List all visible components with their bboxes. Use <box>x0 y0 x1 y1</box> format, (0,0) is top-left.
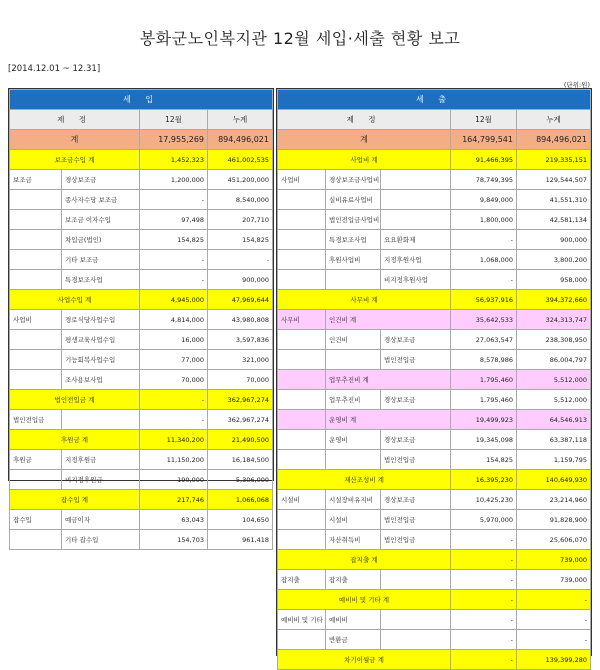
table-row <box>10 290 273 310</box>
month-amount: 1,452,323 <box>140 150 208 170</box>
month-amount: 1,795,460 <box>451 370 517 390</box>
cumulative-amount: 86,004,797 <box>517 350 591 370</box>
month-amount: 1,068,000 <box>451 250 517 270</box>
item-cell: 비지정후원금 <box>62 470 140 490</box>
cumulative-amount: 394,372,660 <box>517 290 591 310</box>
col-category: 제 정 <box>10 110 140 130</box>
month-amount: 35,642,533 <box>451 310 517 330</box>
category-cell <box>278 450 326 470</box>
cumulative-amount: 47,969,644 <box>208 290 273 310</box>
table-row <box>278 210 591 230</box>
table-row <box>278 550 591 570</box>
expenditure-header: 세 출 <box>278 90 591 110</box>
category-cell <box>278 210 326 230</box>
table-row <box>278 430 591 450</box>
category-cell: 법인전입금 <box>10 410 62 430</box>
table-row <box>278 650 591 670</box>
table-row <box>278 530 591 550</box>
subcategory-cell <box>326 350 381 370</box>
revenue-total-row <box>10 130 273 150</box>
cumulative-amount: 321,000 <box>208 350 273 370</box>
month-amount: 154,825 <box>140 230 208 250</box>
item-cell <box>62 410 140 430</box>
category-cell <box>278 270 326 290</box>
item-cell: 평생교육사업수입 <box>62 330 140 350</box>
table-row <box>278 150 591 170</box>
item-cell: 법인전입금 <box>381 530 451 550</box>
month-amount: 8,578,986 <box>451 350 517 370</box>
category-cell: 후원금 <box>10 450 62 470</box>
subtotal-label: 후원금 계 <box>10 430 140 450</box>
cumulative-amount: 5,306,000 <box>208 470 273 490</box>
cumulative-amount: 41,551,310 <box>517 190 591 210</box>
table-row <box>10 410 273 430</box>
category-cell: 잡수입 <box>10 510 62 530</box>
month-amount: - <box>451 570 517 590</box>
month-amount: 91,466,395 <box>451 150 517 170</box>
subtotal-label: 보조금수입 계 <box>10 150 140 170</box>
category-cell <box>278 370 326 390</box>
category-cell <box>278 350 326 370</box>
item-cell: 보조금 이자수입 <box>62 210 140 230</box>
category-cell <box>278 390 326 410</box>
cumulative-amount: 140,649,930 <box>517 470 591 490</box>
table-row <box>278 450 591 470</box>
table-row <box>10 150 273 170</box>
item-cell: 비지정후원사업 <box>381 270 451 290</box>
item-cell: 경상보조금 <box>381 430 451 450</box>
month-amount: 97,498 <box>140 210 208 230</box>
col-category: 제 정 <box>278 110 451 130</box>
cumulative-amount: 104,650 <box>208 510 273 530</box>
month-amount: - <box>140 270 208 290</box>
subcategory-cell: 운영비 <box>326 430 381 450</box>
cumulative-amount: 1,159,795 <box>517 450 591 470</box>
table-row <box>278 310 591 330</box>
cumulative-amount: 219,335,151 <box>517 150 591 170</box>
item-cell <box>381 170 451 190</box>
month-amount: - <box>140 190 208 210</box>
cumulative-amount: - <box>517 610 591 630</box>
item-cell <box>381 190 451 210</box>
cumulative-amount: 461,002,535 <box>208 150 273 170</box>
revenue-rows <box>10 150 273 550</box>
item-cell: 경상보조금 <box>62 170 140 190</box>
month-amount: - <box>140 250 208 270</box>
month-amount: 217,746 <box>140 490 208 510</box>
subcategory-cell: 경상보조금사업비 <box>326 170 381 190</box>
revenue-column-header <box>10 110 273 130</box>
item-cell: 차입금(법인) <box>62 230 140 250</box>
cumulative-amount: 958,000 <box>517 270 591 290</box>
report-period: [2014.12.01 ~ 12.31] <box>8 64 101 74</box>
table-row <box>10 530 273 550</box>
table-row <box>278 370 591 390</box>
cumulative-amount: 3,800,200 <box>517 250 591 270</box>
item-cell: 기능회복사업수입 <box>62 350 140 370</box>
cumulative-amount: 900,000 <box>517 230 591 250</box>
total-label: 계 <box>10 130 140 150</box>
cumulative-amount: 451,200,000 <box>208 170 273 190</box>
cumulative-amount: - <box>517 630 591 650</box>
month-amount: 190,000 <box>140 470 208 490</box>
item-cell: 법인전입금 <box>381 350 451 370</box>
category-cell: 시설비 <box>278 490 326 510</box>
cumulative-amount: 63,387,118 <box>517 430 591 450</box>
cumulative-amount: 91,828,900 <box>517 510 591 530</box>
cumulative-amount: 362,967,274 <box>208 410 273 430</box>
category-cell <box>278 530 326 550</box>
cumulative-amount: 1,066,068 <box>208 490 273 510</box>
month-amount: - <box>451 230 517 250</box>
table-row <box>278 350 591 370</box>
item-cell: 종사자수당 보조금 <box>62 190 140 210</box>
month-amount: 1,800,000 <box>451 210 517 230</box>
month-amount: 4,945,000 <box>140 290 208 310</box>
total-month: 17,955,269 <box>140 130 208 150</box>
table-row <box>10 190 273 210</box>
category-cell <box>10 470 62 490</box>
unit-label: (단위:원) <box>563 81 590 89</box>
revenue-header-row <box>10 90 273 110</box>
month-amount: 4,814,000 <box>140 310 208 330</box>
month-amount: 1,200,000 <box>140 170 208 190</box>
item-cell <box>381 570 451 590</box>
category-cell <box>10 330 62 350</box>
table-row <box>10 490 273 510</box>
month-amount: - <box>451 610 517 630</box>
table-row <box>10 390 273 410</box>
subcategory-cell: 잡지출 <box>326 570 381 590</box>
cumulative-amount: 207,710 <box>208 210 273 230</box>
subcategory-cell <box>326 450 381 470</box>
month-amount: - <box>451 590 517 610</box>
subtotal-label: 사무비 계 <box>278 290 451 310</box>
total-cumulative: 894,496,021 <box>208 130 273 150</box>
month-amount: 9,849,000 <box>451 190 517 210</box>
subtotal-label: 차기이월금 계 <box>278 650 451 670</box>
month-amount: 16,395,230 <box>451 470 517 490</box>
cumulative-amount: - <box>208 250 273 270</box>
month-amount: - <box>451 530 517 550</box>
month-amount: - <box>451 550 517 570</box>
subcategory-cell: 후원사업비 <box>326 250 381 270</box>
subcategory-cell: 업무추진비 <box>326 390 381 410</box>
table-row <box>278 470 591 490</box>
table-row <box>278 570 591 590</box>
expenditure-table <box>277 89 591 670</box>
col-month: 12월 <box>140 110 208 130</box>
item-cell: 특경보조사업 <box>62 270 140 290</box>
category-cell <box>278 330 326 350</box>
item-cell: 지정후원금 <box>62 450 140 470</box>
subcategory-cell: 인건비 <box>326 330 381 350</box>
cumulative-amount: 70,000 <box>208 370 273 390</box>
revenue-table <box>9 89 273 550</box>
subcategory-cell: 자산취득비 <box>326 530 381 550</box>
table-row <box>278 610 591 630</box>
month-amount: 1,795,460 <box>451 390 517 410</box>
expenditure-header-row <box>278 90 591 110</box>
category-cell: 사무비 <box>278 310 326 330</box>
table-row <box>10 310 273 330</box>
table-row <box>10 270 273 290</box>
cumulative-amount: 8,540,000 <box>208 190 273 210</box>
cumulative-amount: 129,544,507 <box>517 170 591 190</box>
month-amount: 63,043 <box>140 510 208 530</box>
item-cell: 요요환화제 <box>381 230 451 250</box>
month-amount: 56,937,916 <box>451 290 517 310</box>
cumulative-amount: 43,980,808 <box>208 310 273 330</box>
cumulative-amount: 961,418 <box>208 530 273 550</box>
category-cell <box>10 370 62 390</box>
table-row <box>278 270 591 290</box>
item-cell <box>381 610 451 630</box>
category-cell <box>10 350 62 370</box>
item-cell: 경상보조금 <box>381 490 451 510</box>
item-cell: 경상보조금 <box>381 390 451 410</box>
subcategory-cell: 실비유료사업비 <box>326 190 381 210</box>
cumulative-amount: 21,490,500 <box>208 430 273 450</box>
col-cumulative: 누계 <box>517 110 591 130</box>
subtotal-label: 운영비 계 <box>326 410 451 430</box>
month-amount: 5,970,000 <box>451 510 517 530</box>
table-row <box>10 250 273 270</box>
item-cell: 경로식당사업수입 <box>62 310 140 330</box>
category-cell <box>10 250 62 270</box>
category-cell <box>278 230 326 250</box>
category-cell <box>10 190 62 210</box>
cumulative-amount: 16,184,500 <box>208 450 273 470</box>
cumulative-amount: - <box>517 590 591 610</box>
cumulative-amount: 739,000 <box>517 550 591 570</box>
subtotal-label: 업무추진비 계 <box>326 370 451 390</box>
item-cell: 기타 잡수입 <box>62 530 140 550</box>
subcategory-cell: 반환금 <box>326 630 381 650</box>
table-row <box>10 230 273 250</box>
category-cell <box>278 190 326 210</box>
subtotal-label: 재산조성비 계 <box>278 470 451 490</box>
expenditure-column-header <box>278 110 591 130</box>
category-cell: 잡지출 <box>278 570 326 590</box>
category-cell <box>10 210 62 230</box>
category-cell: 사업비 <box>278 170 326 190</box>
subcategory-cell: 법인전입금사업비 <box>326 210 381 230</box>
month-amount: - <box>140 410 208 430</box>
subtotal-label: 잡수입 계 <box>10 490 140 510</box>
table-row <box>10 330 273 350</box>
category-cell <box>10 230 62 250</box>
category-cell <box>278 630 326 650</box>
item-cell: 경상보조금 <box>381 330 451 350</box>
item-cell: 조사용보사업 <box>62 370 140 390</box>
cumulative-amount: 23,214,960 <box>517 490 591 510</box>
table-row <box>10 510 273 530</box>
cumulative-amount: 5,512,000 <box>517 390 591 410</box>
table-row <box>278 250 591 270</box>
cumulative-amount: 25,606,070 <box>517 530 591 550</box>
month-amount: 16,000 <box>140 330 208 350</box>
category-cell <box>10 530 62 550</box>
month-amount: - <box>451 630 517 650</box>
subcategory-cell: 시설장비유지비 <box>326 490 381 510</box>
table-row <box>278 590 591 610</box>
col-month: 12월 <box>451 110 517 130</box>
subcategory-cell: 특경보조사업 <box>326 230 381 250</box>
subtotal-label: 사업비 계 <box>278 150 451 170</box>
subtotal-label: 사업수입 계 <box>10 290 140 310</box>
item-cell: 지정후원사업 <box>381 250 451 270</box>
table-row <box>278 230 591 250</box>
revenue-panel <box>8 88 274 544</box>
cumulative-amount: 238,308,950 <box>517 330 591 350</box>
table-row <box>278 190 591 210</box>
subtotal-label: 잡지출 계 <box>278 550 451 570</box>
total-label: 계 <box>278 130 451 150</box>
month-amount: 11,150,200 <box>140 450 208 470</box>
total-cumulative: 894,496,021 <box>517 130 591 150</box>
table-row <box>278 410 591 430</box>
item-cell <box>381 210 451 230</box>
table-row <box>278 630 591 650</box>
table-row <box>10 430 273 450</box>
table-row <box>10 210 273 230</box>
cumulative-amount: 154,825 <box>208 230 273 250</box>
category-cell <box>278 510 326 530</box>
item-cell: 기타 보조금 <box>62 250 140 270</box>
category-cell <box>278 430 326 450</box>
table-row <box>10 370 273 390</box>
item-cell: 법인전입금 <box>381 450 451 470</box>
item-cell: 법인전입금 <box>381 510 451 530</box>
subcategory-cell: 예비비 <box>326 610 381 630</box>
month-amount: 19,499,923 <box>451 410 517 430</box>
month-amount: 10,425,230 <box>451 490 517 510</box>
month-amount: 77,000 <box>140 350 208 370</box>
table-row <box>10 470 273 490</box>
month-amount: 154,825 <box>451 450 517 470</box>
month-amount: - <box>140 390 208 410</box>
subcategory-cell: 시설비 <box>326 510 381 530</box>
table-row <box>278 510 591 530</box>
month-amount: - <box>451 270 517 290</box>
revenue-header: 세 입 <box>10 90 273 110</box>
expenditure-rows <box>278 150 591 670</box>
category-cell: 예비비 및 기타 <box>278 610 326 630</box>
page-title: 봉화군노인복지관 12월 세입·세출 현황 보고 <box>139 29 461 48</box>
expenditure-total-row <box>278 130 591 150</box>
cumulative-amount: 42,581,134 <box>517 210 591 230</box>
subcategory-cell <box>326 270 381 290</box>
cumulative-amount: 900,000 <box>208 270 273 290</box>
table-row <box>10 170 273 190</box>
table-row <box>10 450 273 470</box>
subtotal-label: 법인전입금 계 <box>10 390 140 410</box>
subtotal-label: 예비비 및 기타 계 <box>278 590 451 610</box>
table-row <box>278 290 591 310</box>
table-row <box>10 350 273 370</box>
cumulative-amount: 5,512,000 <box>517 370 591 390</box>
cumulative-amount: 739,000 <box>517 570 591 590</box>
category-cell <box>278 410 326 430</box>
category-cell: 사업비 <box>10 310 62 330</box>
table-row <box>278 170 591 190</box>
cumulative-amount: 139,399,280 <box>517 650 591 670</box>
item-cell: 예금이자 <box>62 510 140 530</box>
expenditure-panel <box>276 88 592 664</box>
category-cell: 보조금 <box>10 170 62 190</box>
month-amount: 11,340,200 <box>140 430 208 450</box>
month-amount: 27,063,547 <box>451 330 517 350</box>
table-row <box>278 490 591 510</box>
category-cell <box>278 250 326 270</box>
table-row <box>278 330 591 350</box>
total-month: 164,799,541 <box>451 130 517 150</box>
month-amount: 78,749,395 <box>451 170 517 190</box>
cumulative-amount: 362,967,274 <box>208 390 273 410</box>
cumulative-amount: 3,597,836 <box>208 330 273 350</box>
month-amount: 154,703 <box>140 530 208 550</box>
category-cell <box>10 270 62 290</box>
item-cell <box>381 630 451 650</box>
col-cumulative: 누계 <box>208 110 273 130</box>
month-amount: - <box>451 650 517 670</box>
cumulative-amount: 324,313,747 <box>517 310 591 330</box>
table-row <box>278 390 591 410</box>
subtotal-label: 인건비 계 <box>326 310 451 330</box>
cumulative-amount: 64,546,913 <box>517 410 591 430</box>
month-amount: 19,345,098 <box>451 430 517 450</box>
month-amount: 70,000 <box>140 370 208 390</box>
